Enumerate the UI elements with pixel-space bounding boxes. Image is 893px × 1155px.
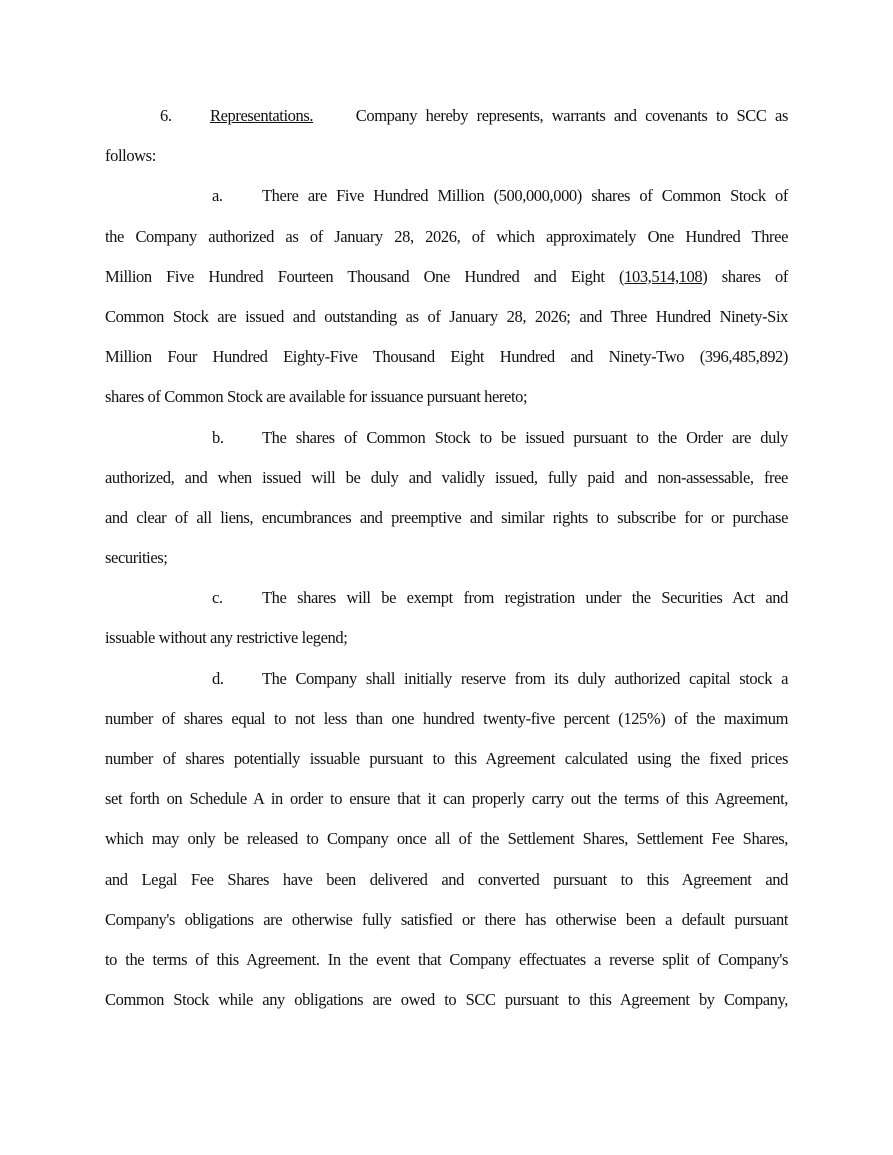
- text-line: [105, 257, 788, 297]
- line-text: The shares will be exempt from registration under the Securities Act and: [262, 588, 788, 608]
- line-text: set forth on Schedule A in order to ensure that it can properly carry out the terms of this Agreement,: [105, 789, 788, 809]
- text-line: [105, 940, 788, 980]
- text-line: [105, 860, 788, 900]
- text-line: [105, 217, 788, 257]
- text-line: [105, 136, 788, 176]
- line-text: follows:: [105, 146, 156, 166]
- text-line: [105, 377, 788, 417]
- line-text: The Company shall initially reserve from its duly authorized capital stock a: [262, 668, 788, 688]
- text-line: [105, 498, 788, 538]
- document-page: [105, 96, 788, 1020]
- line-text: Company hereby represents, warrants and covenants to SCC as: [355, 106, 788, 125]
- section-number: c.: [212, 588, 223, 608]
- text-line: [105, 618, 788, 658]
- section-d: [105, 659, 788, 1021]
- line-text: Common Stock while any obligations are owed to SCC pursuant to this Agreement by Company,: [105, 990, 788, 1010]
- text-line: [105, 659, 788, 699]
- text-line: [105, 458, 788, 498]
- text-line: [105, 900, 788, 940]
- line-text: securities;: [105, 548, 168, 568]
- text-line: [105, 297, 788, 337]
- text-line: [105, 779, 788, 819]
- section-number: a.: [212, 186, 223, 206]
- line-text: Million Four Hundred Eighty-Five Thousand Eight Hundred and Ninety-Two (396,485,892): [105, 347, 788, 367]
- line-text: There are Five Hundred Million (500,000,000) shares of Common Stock of: [262, 186, 788, 206]
- text-line: [105, 176, 788, 216]
- line-text: ) shares of: [702, 266, 789, 286]
- line-text: shares of Common Stock are available for issuance pursuant hereto;: [105, 387, 528, 407]
- line-text: and Legal Fee Shares have been delivered and converted pursuant to this Agreement and: [105, 869, 788, 889]
- section-number: d.: [212, 668, 224, 688]
- line-text: which may only be released to Company once all of the Settlement Shares, Settlement Fee Shares,: [105, 829, 788, 849]
- section-heading: Representations.: [210, 106, 314, 125]
- section-number: b.: [212, 427, 224, 447]
- line-text: authorized, and when issued will be duly and validly issued, fully paid and non-assessable, free: [105, 467, 788, 487]
- section-c: [105, 578, 788, 658]
- text-line: [105, 538, 788, 578]
- underlined-text: (103,514,108: [619, 266, 703, 286]
- line-text: number of shares equal to not less than one hundred twenty-five percent (125%) of the maximum: [105, 708, 788, 728]
- text-line: [105, 699, 788, 739]
- text-line: [105, 980, 788, 1020]
- text-line: [105, 337, 788, 377]
- line-text: The shares of Common Stock to be issued pursuant to the Order are duly: [262, 427, 788, 447]
- text-line: [105, 96, 788, 136]
- text-line: [105, 418, 788, 458]
- text-line: [105, 819, 788, 859]
- line-text: to the terms of this Agreement. In the event that Company effectuates a reverse split of Company's: [105, 949, 788, 969]
- line-text: issuable without any restrictive legend;: [105, 628, 348, 648]
- line-text: Common Stock are issued and outstanding as of January 28, 2026; and Three Hundred Ninety-Six: [105, 306, 788, 326]
- line-text: Company's obligations are otherwise fully satisfied or there has otherwise been a default pursuant: [105, 909, 788, 929]
- line-text: and clear of all liens, encumbrances and preemptive and similar rights to subscribe for or purchase: [105, 507, 788, 527]
- text-line: [105, 739, 788, 779]
- line-text: Million Five Hundred Fourteen Thousand One Hundred and Eight: [105, 266, 620, 286]
- section-number: 6.: [160, 106, 172, 125]
- section-6: [105, 96, 788, 176]
- text-line: [105, 578, 788, 618]
- section-a: [105, 176, 788, 417]
- line-text: number of shares potentially issuable pursuant to this Agreement calculated using the fixed prices: [105, 749, 788, 768]
- line-text: the Company authorized as of January 28, 2026, of which approximately One Hundred Three: [105, 226, 788, 246]
- section-b: [105, 418, 788, 579]
